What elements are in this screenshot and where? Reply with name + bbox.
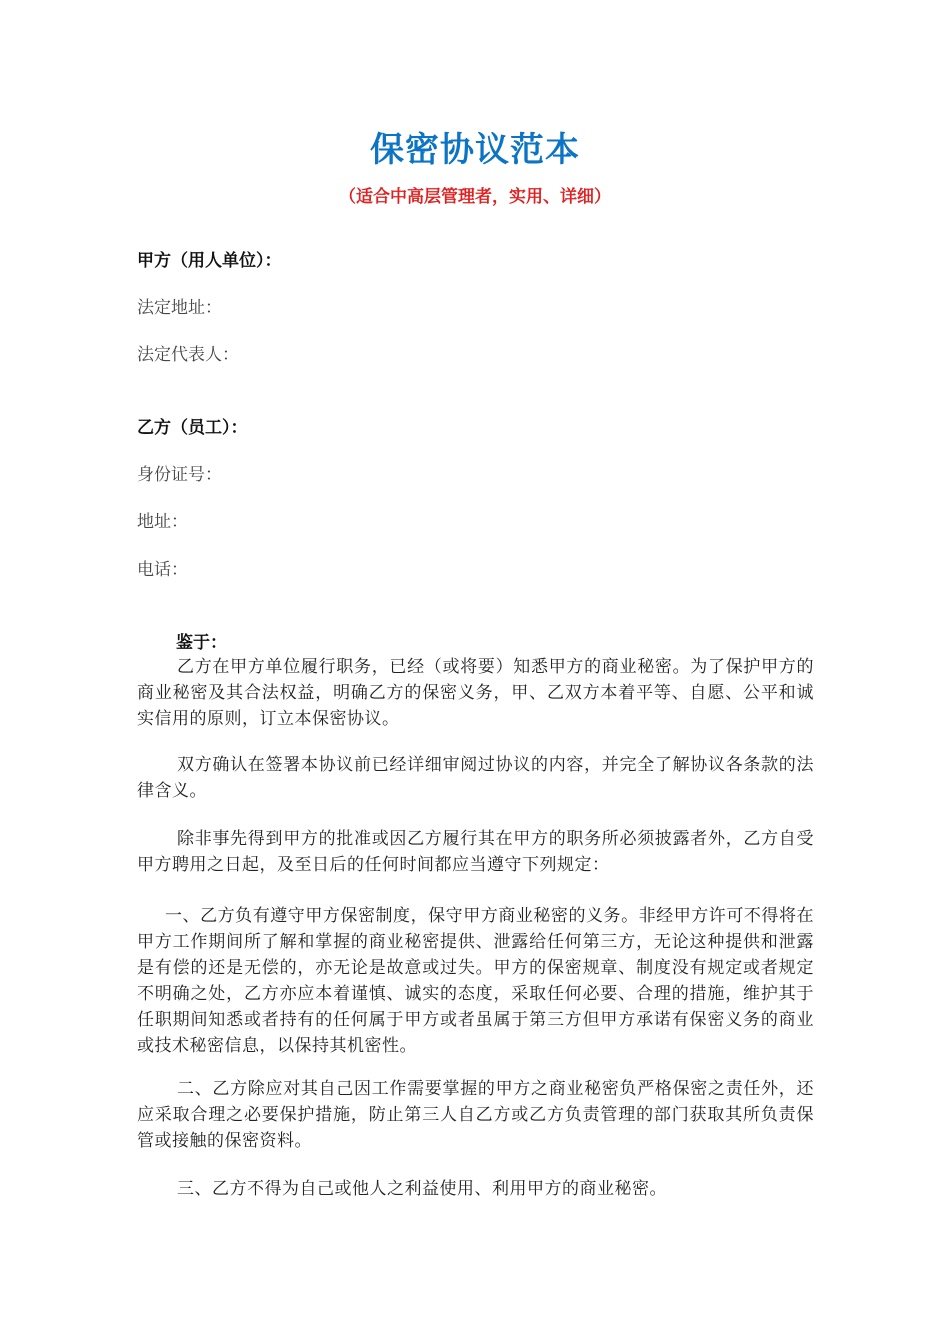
clause-2: 二、乙方除应对其自己因工作需要掌握的甲方之商业秘密负严格保密之责任外，还应采取合理之必要保护措施，防止第三人自乙方或乙方负责管理的部门获取其所负责保管或接触的保密资料。 bbox=[137, 1079, 814, 1151]
document-subtitle: （适合中高层管理者，实用、详细） bbox=[339, 187, 611, 207]
party-b-address-label: 地址： bbox=[137, 512, 188, 532]
party-a-representative-label: 法定代表人： bbox=[137, 345, 239, 365]
party-b-phone-label: 电话： bbox=[137, 560, 188, 580]
party-a-heading: 甲方（用人单位）： bbox=[137, 251, 282, 271]
document-title: 保密协议范本 bbox=[370, 130, 580, 170]
paragraph-confirmation: 双方确认在签署本协议前已经详细审阅过协议的内容，并完全了解协议各条款的法律含义。 bbox=[137, 755, 814, 801]
paragraph-preamble: 乙方在甲方单位履行职务，已经（或将要）知悉甲方的商业秘密。为了保护甲方的商业秘密及其合法权益，明确乙方的保密义务，甲、乙双方本着平等、自愿、公平和诚实信用的原则，订立本保密协议。 bbox=[137, 657, 814, 729]
clause-3: 三、乙方不得为自己或他人之利益使用、利用甲方的商业秘密。 bbox=[177, 1179, 667, 1199]
whereas-heading: 鉴于： bbox=[176, 633, 227, 653]
party-a-address-label: 法定地址： bbox=[137, 298, 222, 318]
party-b-id-label: 身份证号： bbox=[137, 465, 222, 485]
party-b-heading: 乙方（员工）： bbox=[137, 418, 248, 438]
paragraph-obligations-intro: 除非事先得到甲方的批准或因乙方履行其在甲方的职务所必须披露者外，乙方自受甲方聘用之日起，及至日后的任何时间都应当遵守下列规定： bbox=[137, 829, 814, 875]
clause-1: 一、乙方负有遵守甲方保密制度，保守甲方商业秘密的义务。非经甲方许可不得将在甲方工作期间所了解和掌握的商业秘密提供、泄露给任何第三方，无论这种提供和泄露是有偿的还是无偿的，亦无论是故意或过失。甲方的保密规章、制度没有规定或者规定不明确之处，乙方亦应本着谨慎、诚实的态度，采取任何必要、合理的措施，维护其于任职期间知悉或者持有的任何属于甲方或者虽属于第三方但甲方承诺有保密义务的商业或技术秘密信息，以保持其机密性。 bbox=[137, 906, 814, 1056]
